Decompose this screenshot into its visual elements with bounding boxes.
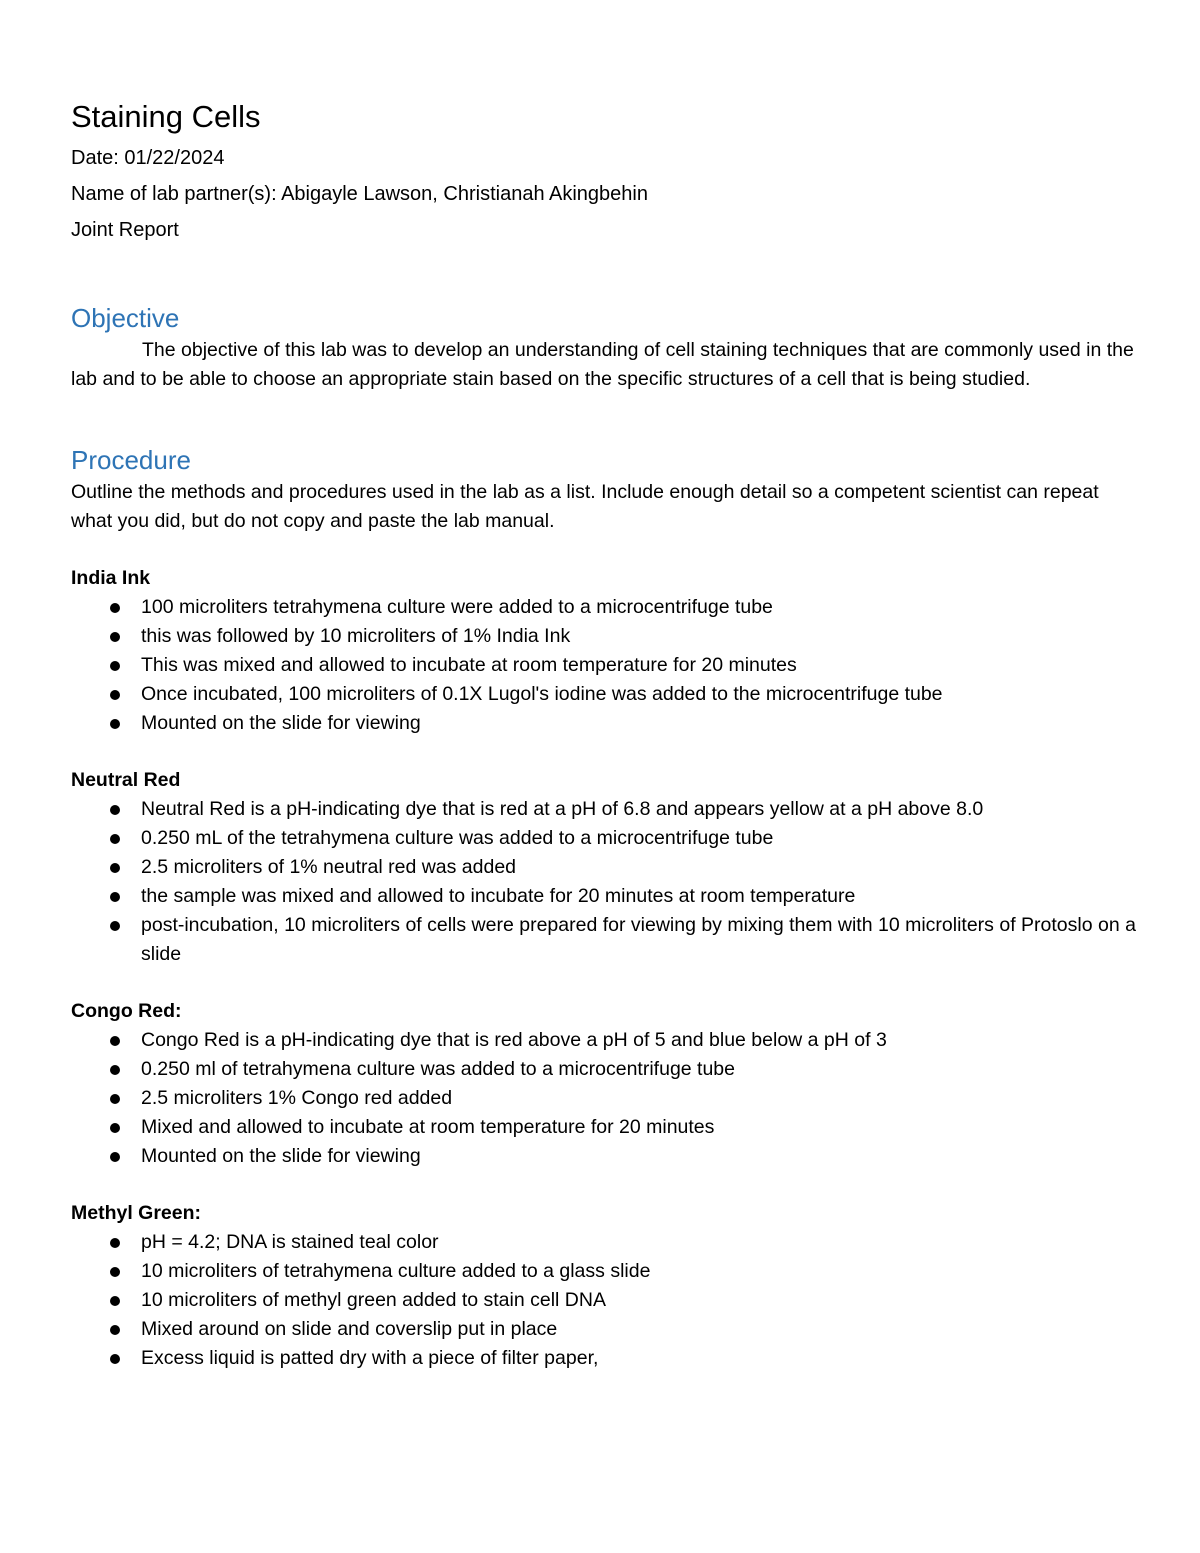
list-item-text: Neutral Red is a pH-indicating dye that is red at a pH of 6.8 and appears yellow at a pH above 8.0 [141, 798, 984, 820]
bullet-list [71, 795, 1141, 969]
bullet-icon [110, 1267, 120, 1277]
document-page [71, 98, 1141, 1373]
bullet-list [71, 1026, 1141, 1171]
bullet-icon [110, 1123, 120, 1133]
list-item-text: 100 microliters tetrahymena culture were added to a microcentrifuge tube [141, 596, 773, 618]
list-item [71, 1142, 1141, 1171]
list-item-text: 10 microliters of tetrahymena culture added to a glass slide [141, 1260, 651, 1282]
date-line: Date: 01/22/2024 [71, 147, 225, 169]
list-item [71, 651, 1141, 680]
bullet-icon [110, 892, 120, 902]
list-item [71, 882, 1141, 911]
list-item [71, 1055, 1141, 1084]
procedure-heading: Procedure [71, 445, 191, 475]
bullet-list [71, 1228, 1141, 1373]
list-item-text: 2.5 microliters 1% Congo red added [141, 1087, 453, 1109]
document-title: Staining Cells [71, 99, 261, 134]
list-item [71, 1026, 1141, 1055]
bullet-icon [110, 1325, 120, 1335]
list-item [71, 1257, 1141, 1286]
bullet-icon [110, 834, 120, 844]
objective-text: The objective of this lab was to develop an understanding of cell staining techniques that are commonly used in the lab and to be able to choose an appropriate stain based on the specific structures of a cell that is being studied. [71, 339, 1134, 390]
list-item [71, 1084, 1141, 1113]
bullet-icon [110, 719, 120, 729]
section-methyl-green [71, 1199, 1141, 1373]
list-item-text: 2.5 microliters of 1% neutral red was added [141, 856, 517, 878]
section-india-ink [71, 564, 1141, 738]
section-title: Neutral Red [71, 769, 181, 791]
list-item [71, 1286, 1141, 1315]
report-type: Joint Report [71, 219, 179, 241]
bullet-icon [110, 1036, 120, 1046]
list-item [71, 1315, 1141, 1344]
list-item [71, 911, 1141, 969]
bullet-icon [110, 1296, 120, 1306]
section-title: India Ink [71, 567, 151, 589]
list-item-text: Mixed and allowed to incubate at room temperature for 20 minutes [141, 1116, 715, 1138]
list-item-text: Mixed around on slide and coverslip put in place [141, 1318, 558, 1340]
section-congo-red [71, 997, 1141, 1171]
list-item [71, 1344, 1141, 1373]
bullet-icon [110, 805, 120, 815]
procedure-intro: Outline the methods and procedures used in the lab as a list. Include enough detail so a competent scientist can repeat what you did, but do not copy and paste the lab manual. [71, 481, 1099, 532]
bullet-icon [110, 690, 120, 700]
section-title: Methyl Green: [71, 1202, 202, 1224]
list-item-text: 10 microliters of methyl green added to stain cell DNA [141, 1289, 606, 1311]
bullet-icon [110, 863, 120, 873]
objective-heading: Objective [71, 303, 180, 333]
list-item [71, 593, 1141, 622]
list-item-text: Congo Red is a pH-indicating dye that is red above a pH of 5 and blue below a pH of 3 [141, 1029, 887, 1051]
list-item-text: 0.250 ml of tetrahymena culture was added to a microcentrifuge tube [141, 1058, 735, 1080]
section-neutral-red [71, 766, 1141, 969]
list-item-text: pH = 4.2; DNA is stained teal color [141, 1231, 439, 1253]
list-item-text: This was mixed and allowed to incubate at room temperature for 20 minutes [141, 654, 797, 676]
list-item [71, 680, 1141, 709]
bullet-icon [110, 1238, 120, 1248]
bullet-icon [110, 1354, 120, 1364]
list-item-text: Mounted on the slide for viewing [141, 712, 421, 734]
list-item-text: 0.250 mL of the tetrahymena culture was added to a microcentrifuge tube [141, 827, 774, 849]
bullet-list [71, 593, 1141, 738]
bullet-icon [110, 921, 120, 931]
list-item-text: the sample was mixed and allowed to incubate for 20 minutes at room temperature [141, 885, 856, 907]
bullet-icon [110, 1152, 120, 1162]
bullet-icon [110, 632, 120, 642]
list-item [71, 622, 1141, 651]
list-item-text: Excess liquid is patted dry with a piece of filter paper, [141, 1347, 599, 1369]
lab-partners-line: Name of lab partner(s): Abigayle Lawson, Christianah Akingbehin [71, 183, 648, 205]
bullet-icon [110, 1065, 120, 1075]
bullet-icon [110, 661, 120, 671]
section-title: Congo Red: [71, 1000, 182, 1022]
list-item [71, 853, 1141, 882]
list-item-text: this was followed by 10 microliters of 1% India Ink [141, 625, 571, 647]
bullet-icon [110, 603, 120, 613]
list-item-text: Mounted on the slide for viewing [141, 1145, 421, 1167]
list-item [71, 1228, 1141, 1257]
bullet-icon [110, 1094, 120, 1104]
list-item [71, 824, 1141, 853]
list-item-text: post-incubation, 10 microliters of cells were prepared for viewing by mixing them with 10 microliters of Protoslo on a slide [141, 914, 1136, 965]
list-item-text: Once incubated, 100 microliters of 0.1X Lugol's iodine was added to the microcentrifuge tube [141, 683, 943, 705]
list-item [71, 1113, 1141, 1142]
list-item [71, 709, 1141, 738]
list-item [71, 795, 1141, 824]
